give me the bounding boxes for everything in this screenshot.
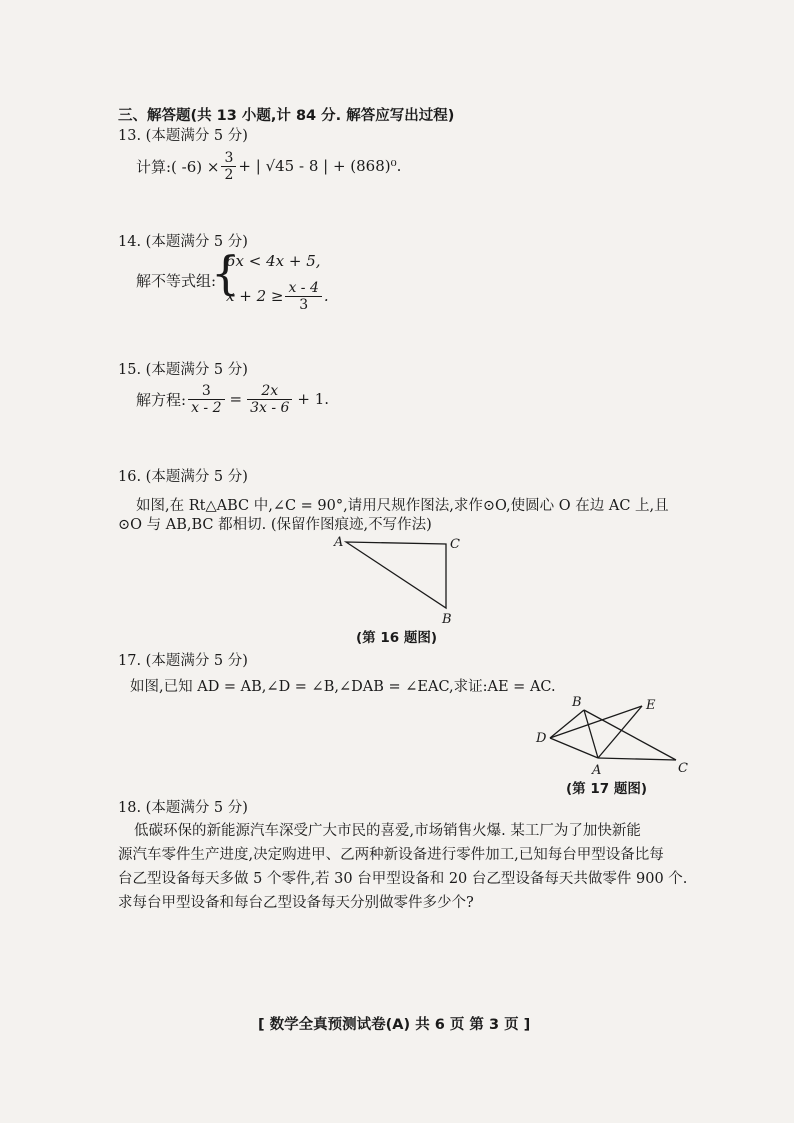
q14-frac-num: x - 4 xyxy=(285,280,321,297)
q17-caption: (第 17 题图) xyxy=(566,781,648,797)
q15-lhs-den: x - 2 xyxy=(191,399,222,416)
q17-header: 17. (本题满分 5 分) xyxy=(118,653,248,669)
q18-line4: 求每台甲型设备和每台乙型设备每天分别做零件多少个? xyxy=(118,895,474,911)
q16-label-c: C xyxy=(450,537,460,552)
q14-line1: 6x < 4x + 5, xyxy=(226,252,321,270)
q17-label-a: A xyxy=(592,763,602,778)
q15-lhs-num: 3 xyxy=(188,383,224,400)
q15-eq: = xyxy=(229,390,243,408)
q13-frac-den: 2 xyxy=(224,166,234,183)
q15-lhs-fraction xyxy=(188,383,224,416)
q13-frac-num: 3 xyxy=(221,150,236,167)
q15-equation xyxy=(136,379,329,419)
q14-prefix: 解不等式组: xyxy=(136,272,217,290)
q17-segment-da xyxy=(550,738,598,758)
q14-line2-end: . xyxy=(323,287,329,305)
q14-brace: { xyxy=(211,246,241,300)
q17-figure xyxy=(528,690,698,780)
q18-line3: 台乙型设备每天多做 5 个零件,若 30 台甲型设备和 20 台乙型设备每天共做零件 900 个. xyxy=(118,871,688,887)
q14-frac-den: 3 xyxy=(299,296,309,313)
page-footer: [ 数学全真预测试卷(A) 共 6 页 第 3 页 ] xyxy=(258,1017,531,1033)
q14-line2-left: x + 2 ≥ xyxy=(226,287,284,305)
q17-label-d: D xyxy=(536,731,547,746)
q15-rest: + 1. xyxy=(297,390,330,408)
q13-header: 13. (本题满分 5 分) xyxy=(118,128,248,144)
q13-fraction xyxy=(221,150,236,183)
q17-segment-ac xyxy=(598,758,676,760)
q17-line1: 如图,已知 AD = AB,∠D = ∠B,∠DAB = ∠EAC,求证:AE = AC. xyxy=(130,679,556,695)
q17-label-c: C xyxy=(678,761,688,776)
q17-label-b: B xyxy=(572,695,582,710)
q16-header: 16. (本题满分 5 分) xyxy=(118,469,248,485)
q18-line2: 源汽车零件生产进度,决定购进甲、乙两种新设备进行零件加工,已知每台甲型设备比每 xyxy=(118,847,664,863)
section-header: 三、解答题(共 13 小题,计 84 分. 解答应写出过程) xyxy=(118,108,455,124)
q18-header: 18. (本题满分 5 分) xyxy=(118,800,248,816)
q15-rhs-fraction xyxy=(247,383,292,416)
q18-body xyxy=(118,819,708,915)
q13-prefix: 计算:( -6) × xyxy=(136,157,220,176)
q15-header: 15. (本题满分 5 分) xyxy=(118,362,248,378)
q16-label-a: A xyxy=(334,535,344,550)
q15-rhs-den: 3x - 6 xyxy=(250,399,290,416)
q16-label-b: B xyxy=(442,612,452,627)
q16-triangle xyxy=(346,542,446,608)
q16-line1: 如图,在 Rt△ABC 中,∠C = 90°,请用尺规作图法,求作⊙O,使圆心 O 在边 AC 上,且 xyxy=(136,498,669,514)
q13-expression xyxy=(136,146,401,186)
q14-fraction xyxy=(285,280,321,313)
q17-label-e: E xyxy=(646,698,656,713)
q16-caption: (第 16 题图) xyxy=(356,630,438,646)
q13-rest: + | √45 - 8 | + (868)⁰. xyxy=(238,157,402,175)
q15-prefix: 解方程: xyxy=(136,390,187,409)
q15-rhs-num: 2x xyxy=(247,383,292,400)
q16-figure xyxy=(330,530,470,630)
q17-segment-db xyxy=(550,710,584,738)
q14-line2 xyxy=(226,276,329,316)
q18-line1: 低碳环保的新能源汽车深受广大市民的喜爱,市场销售火爆. 某工厂为了加快新能 xyxy=(134,823,641,839)
q17-segment-bc xyxy=(584,710,676,760)
q14-header: 14. (本题满分 5 分) xyxy=(118,234,248,250)
q16-line2: ⊙O 与 AB,BC 都相切. (保留作图痕迹,不写作法) xyxy=(118,517,432,533)
